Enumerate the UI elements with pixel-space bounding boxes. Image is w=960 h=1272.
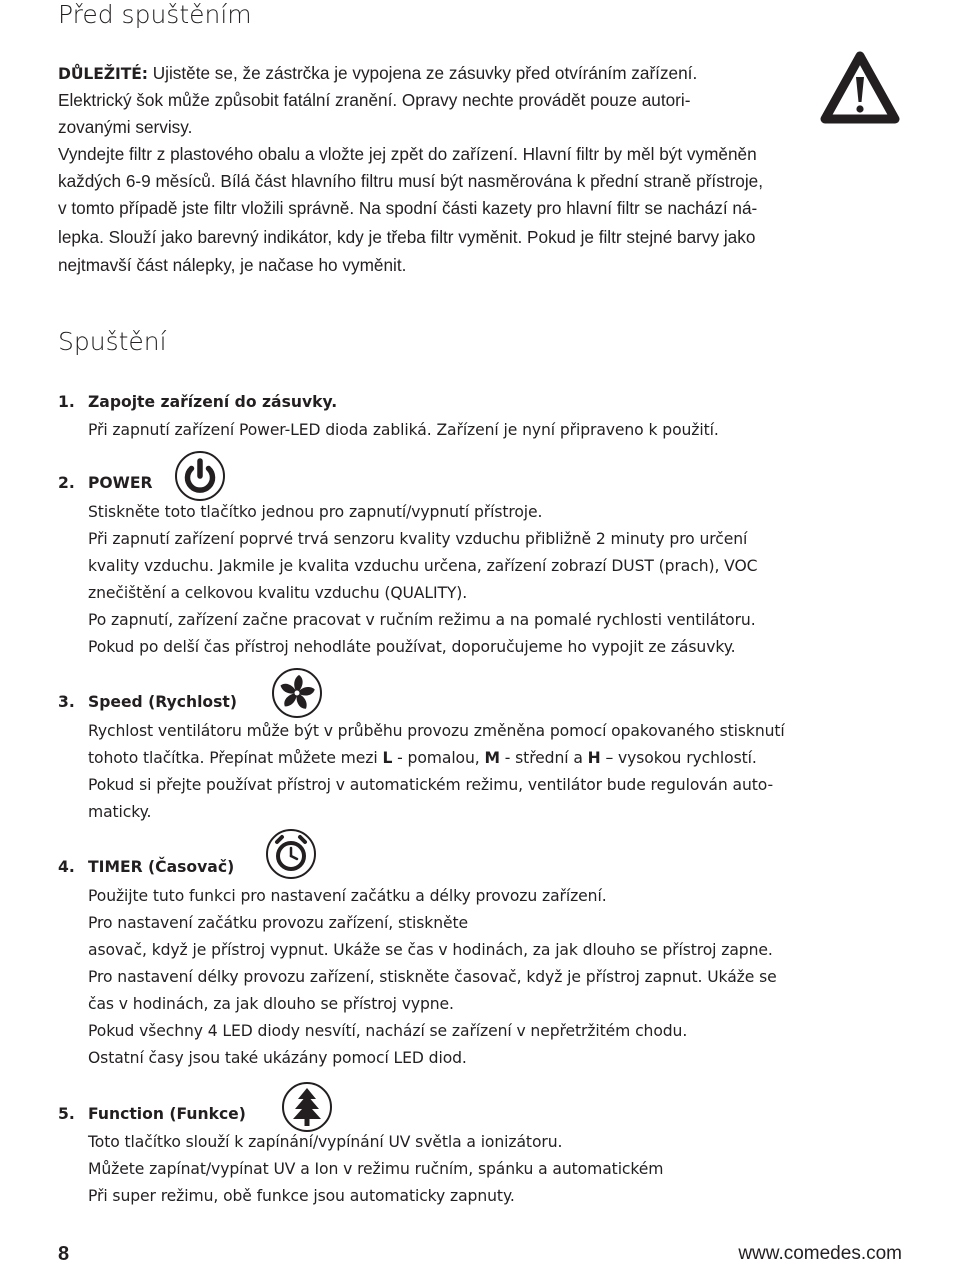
step-2-number: 2.: [58, 474, 75, 492]
step-2-title: POWER: [88, 474, 153, 492]
footer-url: www.comedes.com: [738, 1243, 902, 1264]
filter-line-2: každých 6-9 měsíců. Bílá část hlavního filtru musí být nasměrována k přední straně přístroje,: [58, 171, 764, 191]
step-4-line-2: Pro nastavení začátku provozu zařízení, stiskněte: [88, 914, 469, 932]
warning-line-1: [58, 63, 697, 84]
warning-triangle-icon: [820, 50, 900, 124]
step-3-line-2-a: tohoto tlačítka. Přepínat můžete mezi: [88, 749, 383, 767]
step-4-line-4: Pro nastavení délky provozu zařízení, stiskněte časovač, když je přístroj zapnut. Ukáže se: [88, 968, 777, 986]
step-3-line-4: maticky.: [88, 803, 152, 821]
step-3-line-3: Pokud si přejte používat přístroj v automatickém režimu, ventilátor bude regulován auto-: [88, 776, 773, 794]
page-number: 8: [58, 1243, 70, 1265]
important-text: Ujistěte se, že zástrčka je vypojena ze zásuvky před otvíráním zařízení.: [147, 63, 698, 83]
filter-line-1: Vyndejte filtr z plastového obalu a vložte jej zpět do zařízení. Hlavní filtr by měl být vyměněn: [58, 144, 757, 164]
power-icon: [174, 450, 226, 502]
step-1-title: Zapojte zařízení do zásuvky.: [88, 393, 338, 411]
filter-line-4: lepka. Slouží jako barevný indikátor, kdy je třeba filtr vyměnit. Pokud je filtr stejné barvy jako: [58, 227, 756, 247]
speed-low-label: L: [382, 749, 393, 767]
step-2-line-4: znečištění a celkovou kvalitu vzduchu (QUALITY).: [88, 584, 468, 602]
step-4-title: TIMER (Časovač): [88, 858, 235, 876]
step-4-line-6: Pokud všechny 4 LED diody nesvítí, nachází se zařízení v nepřetržitém chodu.: [88, 1022, 688, 1040]
step-4-number: 4.: [58, 858, 75, 876]
important-label: DŮLEŽITÉ:: [58, 65, 148, 83]
fan-icon: [271, 667, 323, 719]
filter-line-3: v tomto případě jste filtr vložili správně. Na spodní části kazety pro hlavní filtr se nachází ná-: [58, 198, 758, 218]
step-2-line-3: kvality vzduchu. Jakmile je kvalita vzduchu určena, zařízení zobrazí DUST (prach), VOC: [88, 557, 758, 575]
step-4-line-3: asovač, když je přístroj vypnut. Ukáže se čas v hodinách, za jak dlouho se přístroj zapne.: [88, 941, 773, 959]
step-3-line-2: [88, 748, 757, 768]
tree-icon: [281, 1081, 333, 1133]
step-5-line-3: Při super režimu, obě funkce jsou automaticky zapnuty.: [88, 1187, 515, 1205]
filter-line-5: nejtmavší část nálepky, je načase ho vyměnit.: [58, 255, 407, 275]
step-5-line-1: Toto tlačítko slouží k zapínání/vypínání UV světla a ionizátoru.: [88, 1133, 563, 1151]
step-3-line-2-b: - pomalou,: [392, 749, 485, 767]
step-2-line-6: Pokud po delší čas přístroj nehodláte používat, doporučujeme ho vypojit ze zásuvky.: [88, 638, 736, 656]
step-2-line-1: Stiskněte toto tlačítko jednou pro zapnutí/vypnutí přístroje.: [88, 503, 543, 521]
step-5-number: 5.: [58, 1105, 75, 1123]
warning-line-3: zovanými servisy.: [58, 117, 193, 137]
step-5-line-2: Můžete zapínat/vypínat UV a Ion v režimu ručním, spánku a automatickém: [88, 1160, 664, 1178]
step-1-number: 1.: [58, 393, 75, 411]
step-3-line-2-c: - střední a: [499, 749, 588, 767]
step-5-title: Function (Funkce): [88, 1105, 246, 1123]
step-1-text: Při zapnutí zařízení Power-LED dioda zabliká. Zařízení je nyní připraveno k použití.: [88, 421, 719, 439]
speed-medium-label: M: [484, 749, 500, 767]
warning-line-2: Elektrický šok může způsobit fatální zranění. Opravy nechte provádět pouze autori-: [58, 90, 691, 110]
speed-high-label: H: [587, 749, 601, 767]
page-title: Před spuštěním: [58, 0, 252, 29]
step-3-number: 3.: [58, 693, 75, 711]
section-title-start: Spuštění: [58, 327, 167, 356]
clock-icon: [265, 828, 317, 880]
step-2-line-2: Při zapnutí zařízení poprvé trvá senzoru kvality vzduchu přibližně 2 minuty pro určení: [88, 530, 748, 548]
step-4-line-7: Ostatní časy jsou také ukázány pomocí LED diod.: [88, 1049, 467, 1067]
step-2-line-5: Po zapnutí, zařízení začne pracovat v ručním režimu a na pomalé rychlosti ventilátoru.: [88, 611, 756, 629]
step-3-line-2-d: – vysokou rychlostí.: [600, 749, 757, 767]
step-4-line-1: Použijte tuto funkci pro nastavení začátku a délky provozu zařízení.: [88, 887, 607, 905]
step-3-line-1: Rychlost ventilátoru může být v průběhu provozu změněna pomocí opakovaného stisknutí: [88, 722, 785, 740]
step-3-title: Speed (Rychlost): [88, 693, 238, 711]
step-4-line-5: čas v hodinách, za jak dlouho se přístroj vypne.: [88, 995, 454, 1013]
